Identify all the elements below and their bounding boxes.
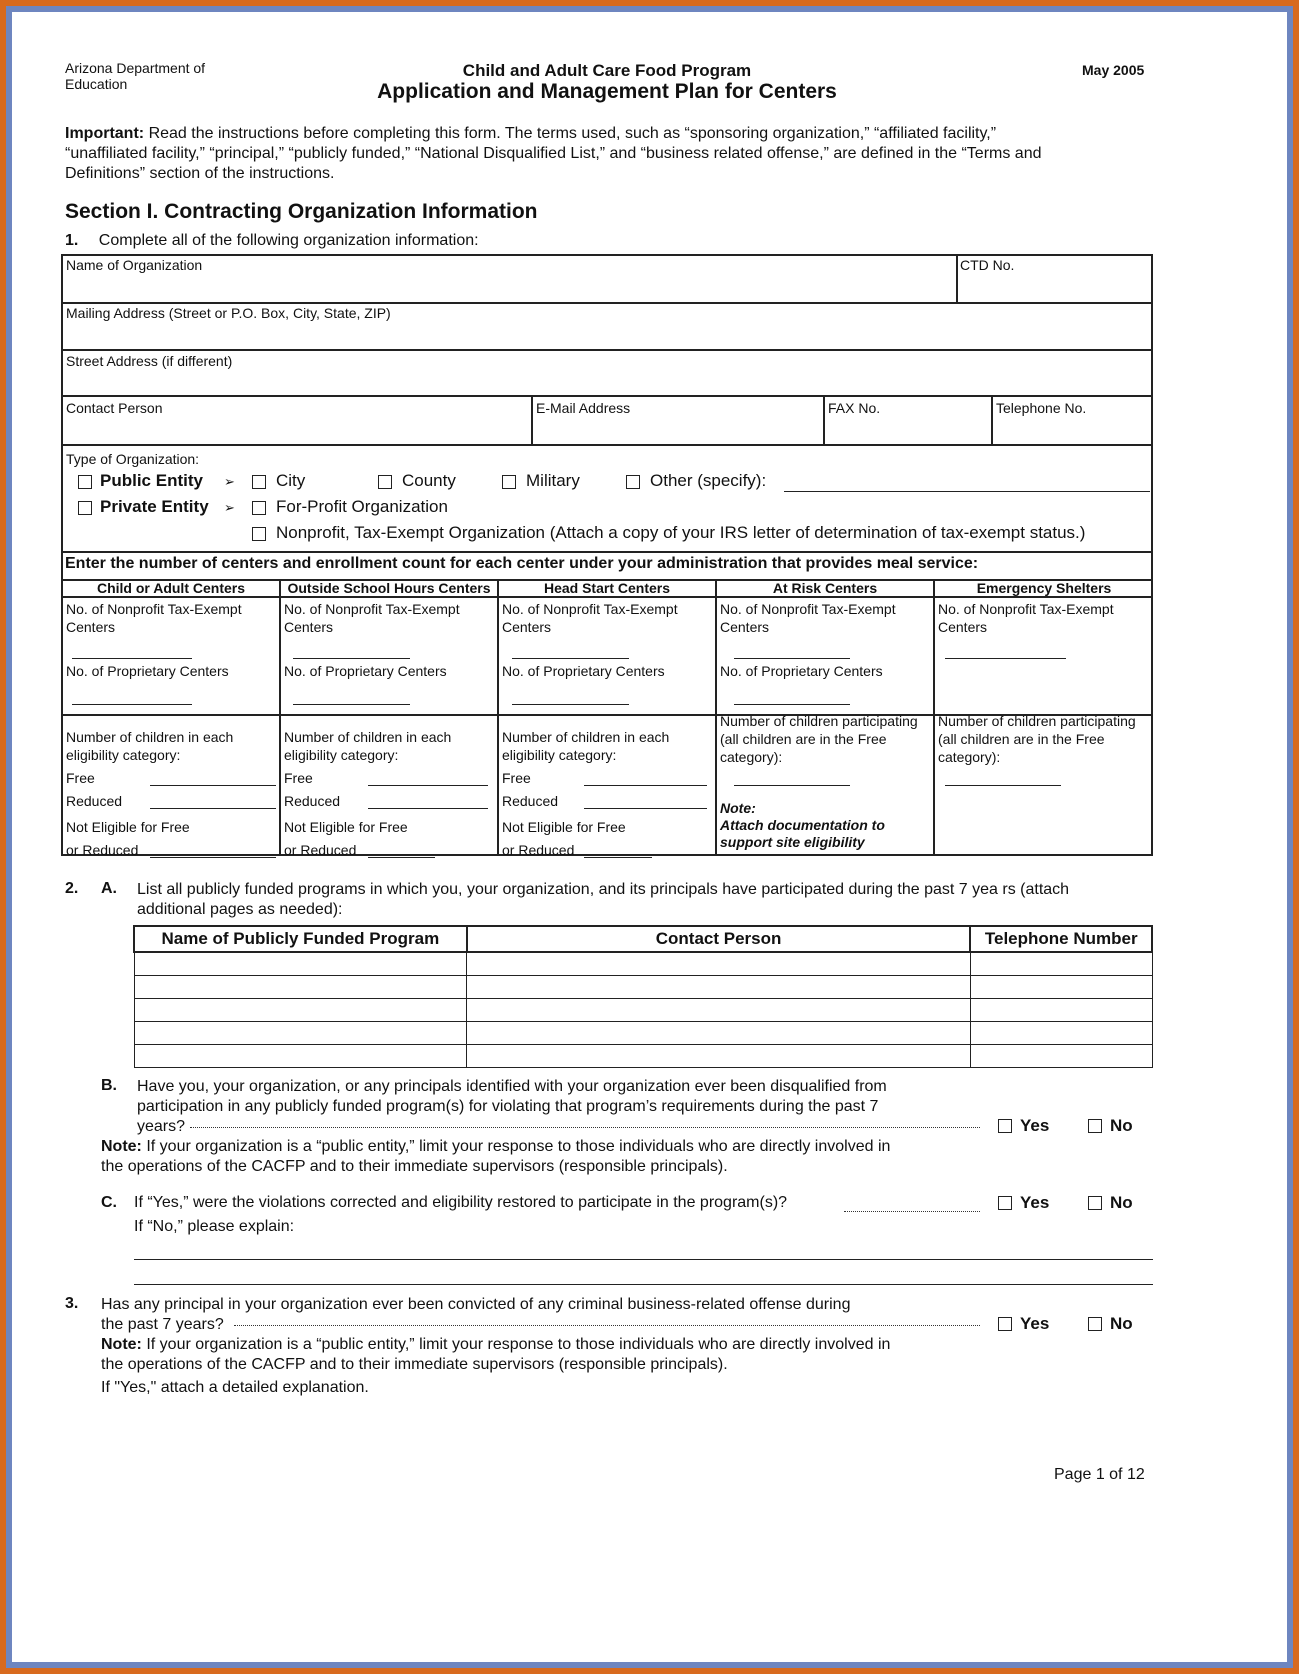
city-checkbox[interactable] bbox=[252, 475, 266, 489]
nonprofit-label-line-1: No. of Nonprofit Tax-Exempt bbox=[284, 601, 460, 617]
not-eligible-line-1: Not Eligible for Free bbox=[66, 819, 190, 835]
question-2a-line-1: List all publicly funded programs in which you, your organization, and its principals have participated during the past 7 yea rs (attach bbox=[137, 881, 1070, 898]
other-checkbox[interactable] bbox=[626, 475, 640, 489]
nonprofit-label-line-2: Centers bbox=[720, 619, 770, 635]
question-2b-line-2: participation in any publicly funded program(s) for violating that program’s requirements during the past 7 bbox=[137, 1098, 879, 1115]
eligibility-line-2: eligibility category: bbox=[284, 747, 399, 763]
table-cell[interactable] bbox=[467, 1022, 971, 1045]
not-eligible-line-1: Not Eligible for Free bbox=[284, 819, 408, 835]
free-label: Free bbox=[66, 770, 95, 786]
proprietary-count-line[interactable] bbox=[512, 704, 629, 705]
for-profit-label: For-Profit Organization bbox=[276, 497, 448, 516]
table-row bbox=[134, 1045, 1152, 1068]
important-line-2: “unaffiliated facility,” “principal,” “publicly funded,” “National Disqualified List,” and “business related offense,” are defined in the “Terms and bbox=[65, 145, 1042, 162]
eligibility-line-1: Number of children in each bbox=[66, 729, 234, 745]
org-name-field[interactable]: Name of Organization bbox=[66, 257, 203, 273]
attach-explanation: If "Yes," attach a detailed explanation. bbox=[101, 1379, 369, 1396]
participating-line-3: category): bbox=[938, 749, 1001, 765]
participating-line-1: Number of children participating bbox=[720, 713, 918, 729]
question-1-text: Complete all of the following organization information: bbox=[98, 232, 479, 249]
note-label: Note: bbox=[101, 1336, 142, 1353]
column-header: Outside School Hours Centers bbox=[287, 580, 491, 596]
proprietary-centers-label: No. of Proprietary Centers bbox=[502, 663, 665, 679]
org-type-label: Type of Organization: bbox=[66, 451, 200, 467]
question-2b-line-3: years? bbox=[137, 1118, 186, 1135]
nonprofit-label-line-2: Centers bbox=[284, 619, 334, 635]
table-row bbox=[134, 952, 1152, 976]
leader-dots bbox=[234, 1311, 980, 1326]
question-2a-line-2: additional pages as needed): bbox=[137, 901, 343, 918]
note-label: Note: bbox=[720, 800, 756, 816]
column-header: At Risk Centers bbox=[772, 580, 878, 596]
column-header: Head Start Centers bbox=[543, 580, 671, 596]
page-number: Page 1 of 12 bbox=[1054, 1466, 1145, 1483]
nonprofit-count-line[interactable] bbox=[734, 658, 850, 659]
agency-line-1: Arizona Department of bbox=[65, 60, 206, 76]
contact-person-header: Contact Person bbox=[467, 926, 971, 952]
nonprofit-centers-label bbox=[284, 600, 460, 636]
eligibility-label bbox=[66, 728, 233, 764]
ctd-number-field[interactable]: CTD No. bbox=[960, 257, 1015, 273]
public-entity-label: Public Entity bbox=[100, 471, 203, 490]
question-1-number: 1. bbox=[65, 232, 79, 249]
question-2c-text: If “Yes,” were the violations corrected and eligibility restored to participate in the program(s)? bbox=[134, 1194, 788, 1211]
not-eligible-line-2: or Reduced bbox=[284, 842, 357, 858]
q2c-yes-checkbox[interactable] bbox=[998, 1196, 1012, 1210]
question-2c-label: C. bbox=[101, 1194, 117, 1211]
nonprofit-count-line[interactable] bbox=[945, 658, 1066, 659]
arrow-icon: ➢ bbox=[224, 500, 235, 515]
explain-line-2[interactable] bbox=[134, 1284, 1153, 1285]
question-3-number: 3. bbox=[65, 1295, 79, 1312]
military-checkbox[interactable] bbox=[502, 475, 516, 489]
not-eligible-line-2: or Reduced bbox=[66, 842, 139, 858]
table-cell[interactable] bbox=[134, 976, 467, 999]
nonprofit-checkbox[interactable] bbox=[252, 527, 266, 541]
q2c-no-label: No bbox=[1110, 1193, 1133, 1212]
divider bbox=[61, 349, 1153, 351]
participating-count-line[interactable] bbox=[945, 785, 1061, 786]
divider bbox=[61, 551, 1153, 553]
question-1 bbox=[65, 232, 479, 250]
divider bbox=[279, 579, 281, 856]
nonprofit-centers-label bbox=[938, 600, 1114, 636]
proprietary-count-line[interactable] bbox=[734, 704, 850, 705]
military-label: Military bbox=[526, 471, 580, 490]
street-address-field[interactable]: Street Address (if different) bbox=[66, 353, 233, 369]
city-label: City bbox=[276, 471, 306, 490]
nonprofit-centers-label bbox=[66, 600, 242, 636]
county-label: County bbox=[402, 471, 456, 490]
q2c-no-checkbox[interactable] bbox=[1088, 1196, 1102, 1210]
table-cell[interactable] bbox=[134, 999, 467, 1022]
not-eligible-label bbox=[284, 818, 408, 859]
table-cell[interactable] bbox=[970, 1022, 1152, 1045]
funded-programs-table bbox=[133, 925, 1153, 1068]
fax-field[interactable]: FAX No. bbox=[828, 400, 881, 416]
important-line-3: Definitions” section of the instructions. bbox=[65, 165, 335, 182]
leader-dots bbox=[190, 1113, 980, 1128]
divider bbox=[823, 395, 825, 445]
nonprofit-centers-label bbox=[720, 600, 896, 636]
divider bbox=[61, 596, 1153, 598]
participating-line-3: category): bbox=[720, 749, 783, 765]
leader-dots bbox=[844, 1197, 980, 1212]
reduced-count-line[interactable] bbox=[368, 808, 488, 809]
not-eligible-count-line[interactable] bbox=[150, 857, 276, 858]
arrow-icon: ➢ bbox=[224, 474, 235, 489]
participating-line-2: (all children are in the Free bbox=[938, 731, 1105, 747]
for-profit-checkbox[interactable] bbox=[252, 501, 266, 515]
table-cell[interactable] bbox=[970, 1045, 1152, 1068]
table-cell[interactable] bbox=[134, 952, 467, 976]
q2b-yes-label: Yes bbox=[1020, 1116, 1050, 1135]
program-name: Child and Adult Care Food Program bbox=[462, 61, 752, 80]
nonprofit-count-line[interactable] bbox=[512, 658, 629, 659]
note-line-1: Attach documentation to bbox=[720, 817, 885, 833]
divider bbox=[715, 579, 717, 856]
q3-no-label: No bbox=[1110, 1314, 1133, 1333]
form-page bbox=[12, 12, 1287, 1662]
public-entity-checkbox[interactable] bbox=[78, 475, 92, 489]
section-title: Section I. Contracting Organization Information bbox=[65, 200, 538, 223]
nonprofit-label: Nonprofit, Tax-Exempt Organization (Attach a copy of your IRS letter of determination of tax-exempt status.) bbox=[276, 523, 1086, 542]
question-2b-line-1: Have you, your organization, or any principals identified with your organization ever been disqualified from bbox=[137, 1078, 887, 1095]
county-checkbox[interactable] bbox=[378, 475, 392, 489]
important-label: Important: bbox=[65, 125, 145, 142]
eligibility-label bbox=[284, 728, 451, 764]
form-date: May 2005 bbox=[1082, 62, 1145, 78]
nonprofit-label-line-2: Centers bbox=[938, 619, 988, 635]
table-row bbox=[134, 1022, 1152, 1045]
nonprofit-label-line-1: No. of Nonprofit Tax-Exempt bbox=[502, 601, 678, 617]
note-line-2: the operations of the CACFP and to their immediate supervisors (responsible principals). bbox=[101, 1158, 728, 1175]
note-line-2: support site eligibility bbox=[720, 834, 865, 850]
participating-line-1: Number of children participating bbox=[938, 713, 1136, 729]
not-eligible-count-line[interactable] bbox=[368, 857, 435, 858]
form-title: Application and Management Plan for Centers bbox=[377, 80, 837, 103]
column-header: Emergency Shelters bbox=[976, 580, 1112, 596]
table-cell[interactable] bbox=[467, 999, 971, 1022]
not-eligible-label bbox=[66, 818, 190, 859]
telephone-number-header: Telephone Number bbox=[970, 926, 1152, 952]
children-participating-label bbox=[938, 712, 1136, 766]
private-entity-label: Private Entity bbox=[100, 497, 209, 516]
reduced-label: Reduced bbox=[284, 793, 341, 809]
proprietary-count-line[interactable] bbox=[72, 704, 192, 705]
reduced-count-line[interactable] bbox=[150, 808, 276, 809]
table-cell[interactable] bbox=[134, 1022, 467, 1045]
nonprofit-label-line-2: Centers bbox=[502, 619, 552, 635]
reduced-label: Reduced bbox=[66, 793, 123, 809]
free-count-line[interactable] bbox=[584, 785, 707, 786]
agency-line-2: Education bbox=[65, 76, 128, 92]
table-cell[interactable] bbox=[467, 952, 971, 976]
q2b-no-checkbox[interactable] bbox=[1088, 1119, 1102, 1133]
enrollment-heading: Enter the number of centers and enrollment count for each center under your administration that provides meal service: bbox=[65, 555, 979, 572]
table-cell[interactable] bbox=[467, 1045, 971, 1068]
nonprofit-label-line-1: No. of Nonprofit Tax-Exempt bbox=[720, 601, 896, 617]
table-header-row bbox=[134, 926, 1152, 952]
divider bbox=[61, 395, 1153, 397]
not-eligible-label bbox=[502, 818, 626, 859]
divider bbox=[497, 579, 499, 856]
nonprofit-centers-label bbox=[502, 600, 678, 636]
proprietary-centers-label: No. of Proprietary Centers bbox=[284, 663, 447, 679]
q3-note bbox=[101, 1335, 890, 1398]
contact-person-field[interactable]: Contact Person bbox=[66, 400, 163, 416]
site-eligibility-note bbox=[720, 800, 885, 851]
reduced-label: Reduced bbox=[502, 793, 559, 809]
divider bbox=[956, 254, 958, 303]
table-row bbox=[134, 999, 1152, 1022]
not-eligible-line-2: or Reduced bbox=[502, 842, 575, 858]
question-2a-label: A. bbox=[101, 880, 117, 897]
proprietary-centers-label: No. of Proprietary Centers bbox=[66, 663, 229, 679]
q2b-note bbox=[101, 1137, 890, 1177]
mailing-address-field[interactable]: Mailing Address (Street or P.O. Box, City, State, ZIP) bbox=[66, 305, 391, 321]
nonprofit-label-line-2: Centers bbox=[66, 619, 116, 635]
q2c-yes-label: Yes bbox=[1020, 1193, 1050, 1212]
divider bbox=[933, 579, 935, 856]
nonprofit-count-line[interactable] bbox=[293, 658, 410, 659]
question-3-line-1: Has any principal in your organization ever been convicted of any criminal business-related offense during bbox=[101, 1296, 851, 1313]
table-cell[interactable] bbox=[970, 999, 1152, 1022]
question-2b-text bbox=[137, 1077, 887, 1137]
important-line-1: Read the instructions before completing this form. The terms used, such as “sponsoring organization,” “affiliated facility,” bbox=[148, 125, 997, 142]
not-eligible-line-1: Not Eligible for Free bbox=[502, 819, 626, 835]
q3-yes-label: Yes bbox=[1020, 1314, 1050, 1333]
free-label: Free bbox=[502, 770, 531, 786]
free-count-line[interactable] bbox=[150, 785, 276, 786]
table-cell[interactable] bbox=[134, 1045, 467, 1068]
table-cell[interactable] bbox=[970, 976, 1152, 999]
nonprofit-label-line-1: No. of Nonprofit Tax-Exempt bbox=[66, 601, 242, 617]
note-line-1: If your organization is a “public entity,” limit your response to those individuals who are directly involved in bbox=[146, 1138, 891, 1155]
explain-line-1[interactable] bbox=[134, 1259, 1153, 1260]
telephone-field[interactable]: Telephone No. bbox=[996, 400, 1087, 416]
free-label: Free bbox=[284, 770, 313, 786]
private-entity-checkbox[interactable] bbox=[78, 501, 92, 515]
program-name-header: Name of Publicly Funded Program bbox=[134, 926, 467, 952]
note-label: Note: bbox=[101, 1138, 142, 1155]
free-count-line[interactable] bbox=[368, 785, 488, 786]
table-row bbox=[134, 976, 1152, 999]
column-header: Child or Adult Centers bbox=[96, 580, 246, 596]
participating-count-line[interactable] bbox=[734, 785, 850, 786]
proprietary-count-line[interactable] bbox=[293, 704, 410, 705]
divider bbox=[531, 395, 533, 445]
children-participating-label bbox=[720, 712, 918, 766]
eligibility-line-1: Number of children in each bbox=[284, 729, 452, 745]
table-cell[interactable] bbox=[467, 976, 971, 999]
q2b-yes-checkbox[interactable] bbox=[998, 1119, 1012, 1133]
eligibility-line-2: eligibility category: bbox=[502, 747, 617, 763]
question-2c-explain: If “No,” please explain: bbox=[134, 1218, 295, 1235]
participating-line-2: (all children are in the Free bbox=[720, 731, 887, 747]
email-field[interactable]: E-Mail Address bbox=[536, 400, 631, 416]
nonprofit-label-line-1: No. of Nonprofit Tax-Exempt bbox=[938, 601, 1114, 617]
nonprofit-count-line[interactable] bbox=[72, 658, 192, 659]
divider bbox=[61, 444, 1153, 446]
eligibility-label bbox=[502, 728, 669, 764]
question-3-line-2: the past 7 years? bbox=[101, 1316, 224, 1333]
q3-no-checkbox[interactable] bbox=[1088, 1317, 1102, 1331]
question-2-number: 2. bbox=[65, 880, 79, 897]
note-line-2: the operations of the CACFP and to their immediate supervisors (responsible principals). bbox=[101, 1356, 728, 1373]
question-2a-text bbox=[137, 880, 1069, 920]
reduced-count-line[interactable] bbox=[584, 808, 707, 809]
proprietary-centers-label: No. of Proprietary Centers bbox=[720, 663, 883, 679]
note-line-1: If your organization is a “public entity,” limit your response to those individuals who are directly involved in bbox=[146, 1336, 891, 1353]
divider bbox=[991, 395, 993, 445]
eligibility-line-2: eligibility category: bbox=[66, 747, 181, 763]
q3-yes-checkbox[interactable] bbox=[998, 1317, 1012, 1331]
table-cell[interactable] bbox=[970, 952, 1152, 976]
q2b-no-label: No bbox=[1110, 1116, 1133, 1135]
eligibility-line-1: Number of children in each bbox=[502, 729, 670, 745]
not-eligible-count-line[interactable] bbox=[584, 857, 652, 858]
other-label: Other (specify): bbox=[650, 471, 767, 490]
important-note bbox=[65, 124, 1042, 184]
question-2b-label: B. bbox=[101, 1077, 117, 1094]
other-specify-line[interactable] bbox=[784, 491, 1150, 492]
